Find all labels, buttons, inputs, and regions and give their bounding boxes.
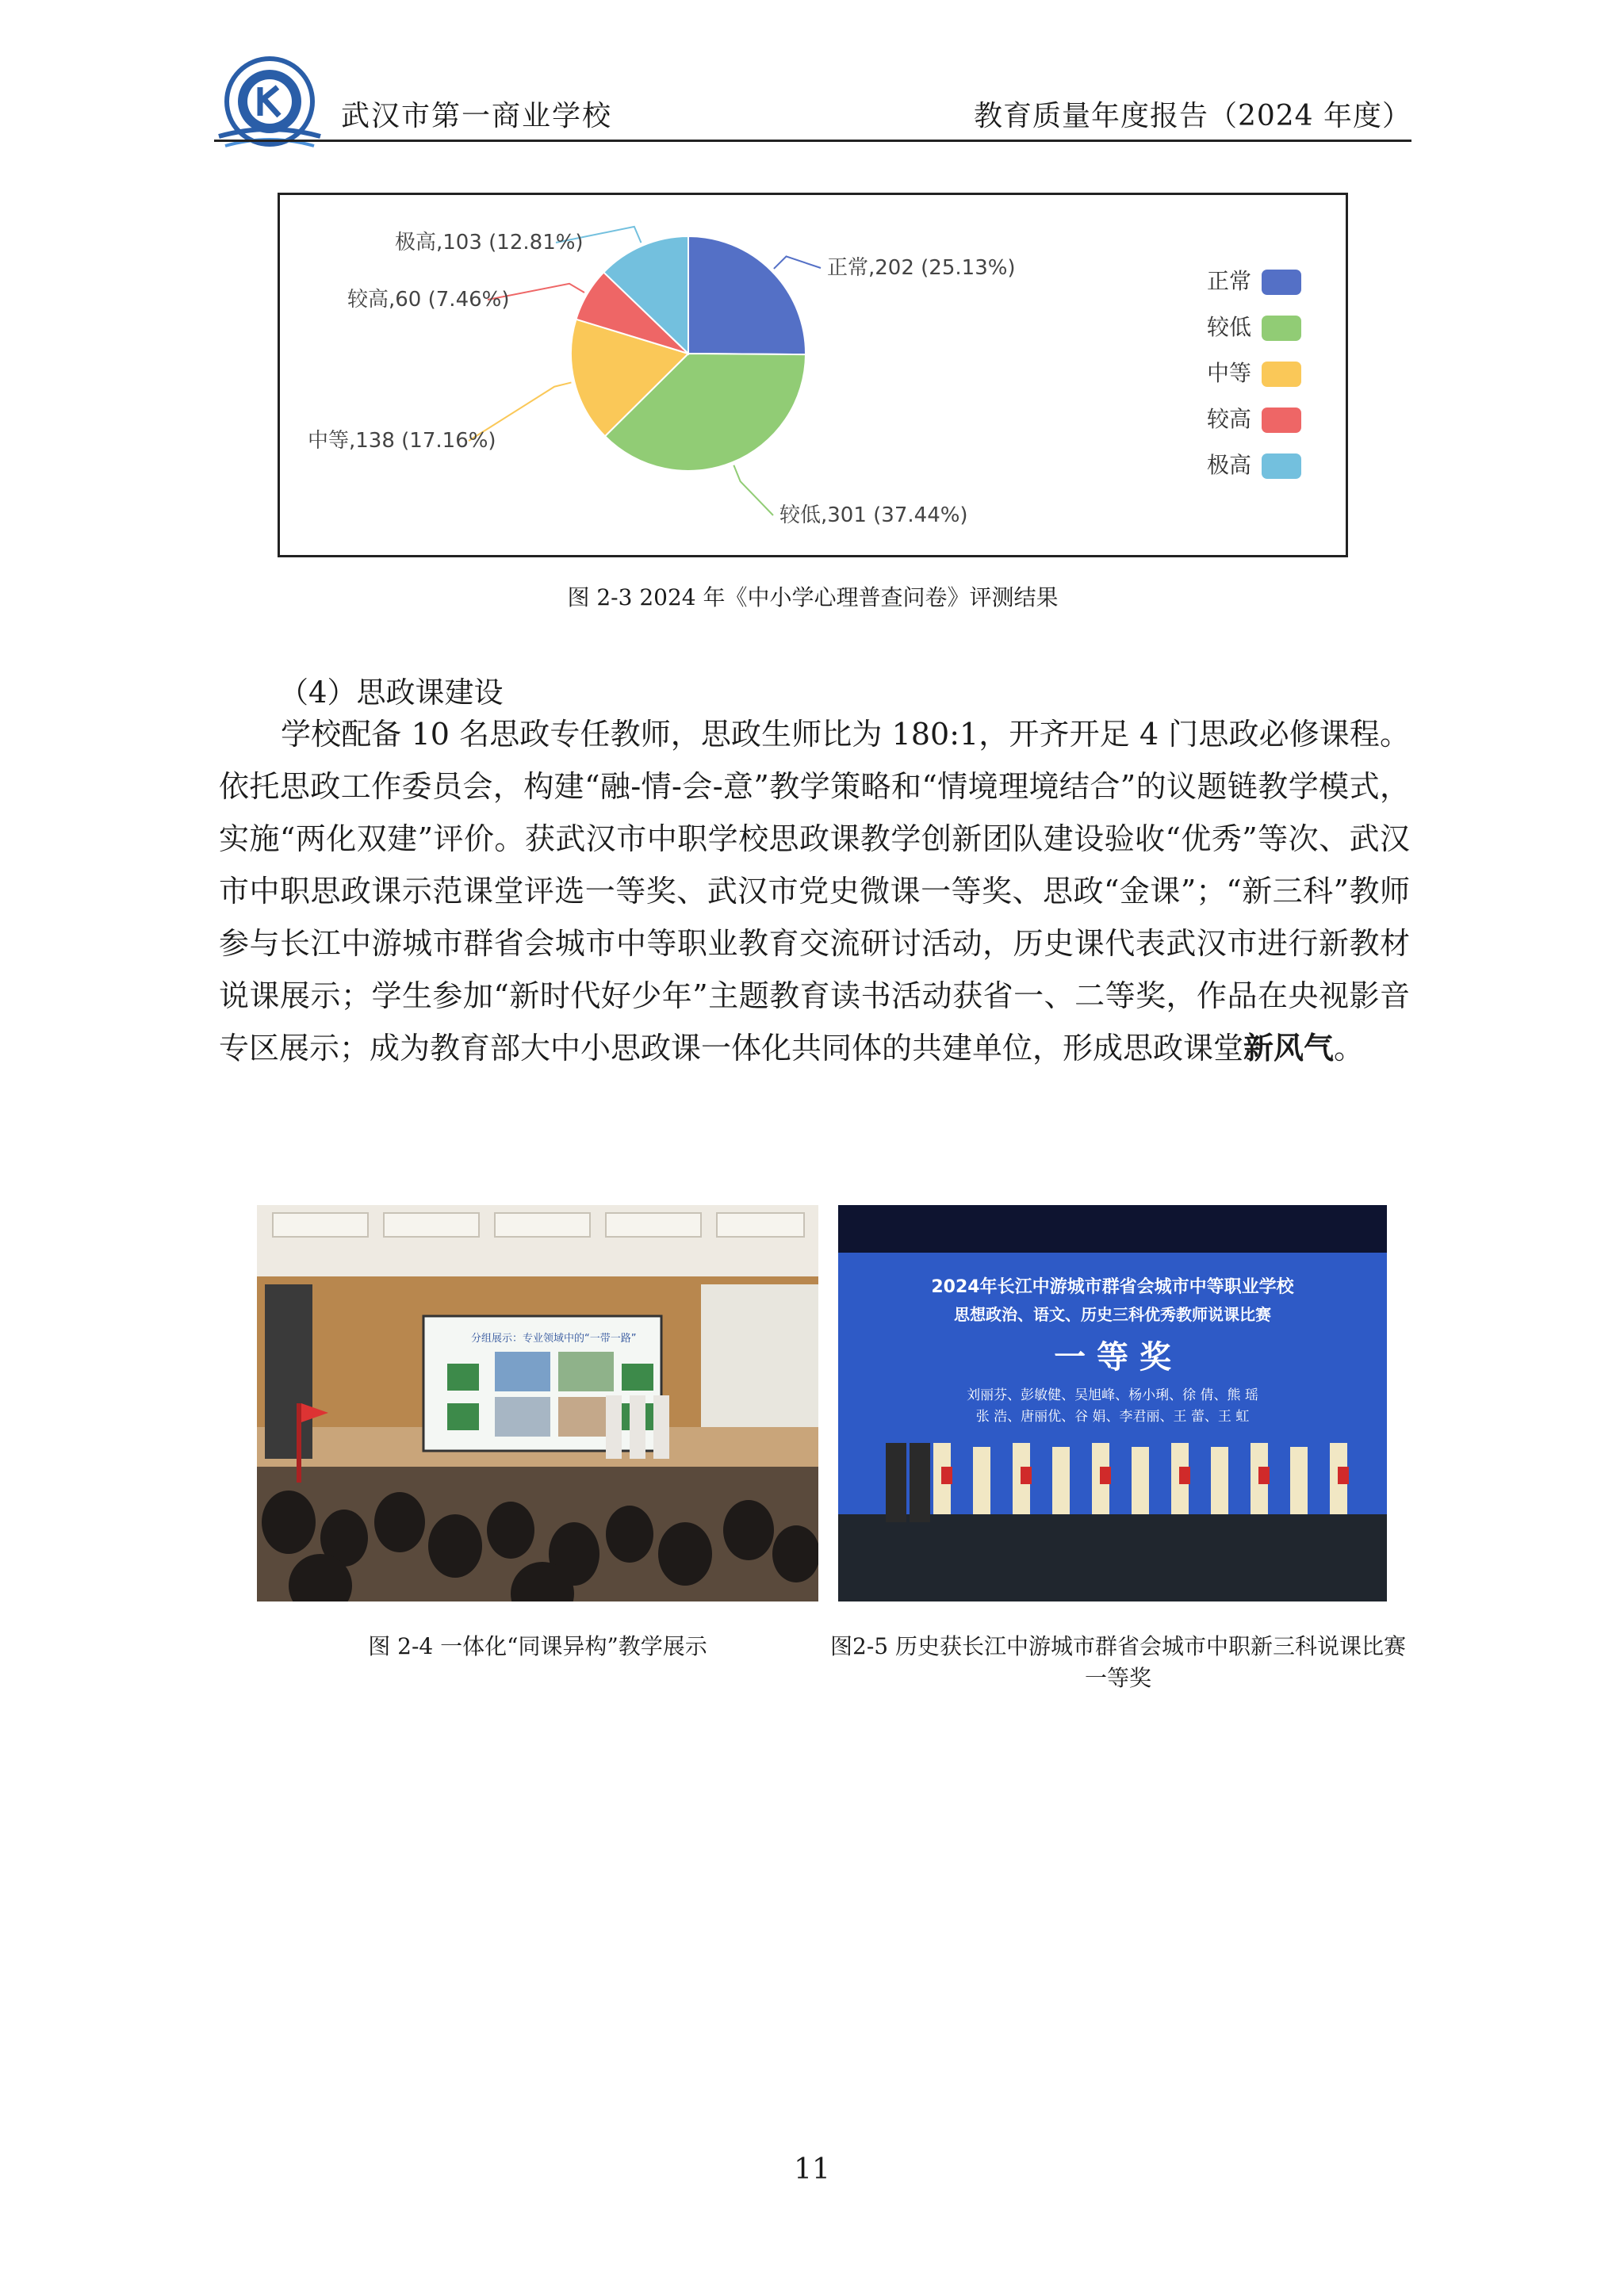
section-heading: （4）思政课建设 — [279, 675, 504, 710]
banner-line-1: 2024年长江中游城市群省会城市中等职业学校 — [931, 1277, 1294, 1297]
pie-data-label-2: 较低,301 (37.44%) — [779, 503, 968, 527]
paragraph-end-text: 。 — [1334, 1031, 1365, 1066]
legend-swatch-1 — [1262, 270, 1301, 295]
legend-swatch-3 — [1262, 362, 1301, 387]
legend-swatch-5 — [1262, 453, 1301, 479]
pie-data-label-5: 极高,103 (12.81%) — [395, 231, 584, 254]
page-number: 11 — [794, 2153, 830, 2186]
pie-leader-line-1 — [774, 256, 821, 268]
legend-label-4: 较高 — [1206, 406, 1251, 432]
pie-data-label-4: 较高,60 (7.46%) — [347, 288, 510, 312]
legend-label-5: 极高 — [1206, 452, 1251, 478]
pie-slice-1 — [688, 236, 806, 354]
photo-award-stage — [838, 1205, 1387, 1601]
pie-chart-frame — [278, 193, 1348, 557]
chart-caption: 图 2-3 2024 年《中小学心理普查问卷》评测结果 — [567, 584, 1059, 610]
winner-names-1: 刘丽芬、彭敏健、吴旭峰、杨小琍、徐 倩、熊 瑶 — [967, 1387, 1258, 1403]
legend-label-2: 较低 — [1206, 314, 1251, 340]
legend-label-1: 正常 — [1206, 268, 1251, 294]
pie-chart — [280, 195, 1346, 555]
award-title: 一 等 奖 — [1054, 1339, 1171, 1376]
report-title: 教育质量年度报告（2024 年度） — [973, 100, 1411, 132]
photo-classroom — [257, 1205, 818, 1601]
header-divider — [214, 140, 1411, 142]
section-paragraph — [219, 708, 1410, 1074]
pie-leader-line-2 — [733, 465, 773, 515]
paragraph-main-text: 学校配备 10 名思政专任教师，思政生师比为 180:1，开齐开足 4 门思政必修课程。依托思政工作委员会，构建“融-情-会-意”教学策略和“情境理境结合”的议题链教学模式，实施“两化双建”评价。获武汉市中职学校思政课教学创新团队建设验收“优秀”等次、武汉市中职思政课示范课堂评选一等奖、武汉市党史微课一等奖、思政“金课”；“新三科”教师参与长江中游城市群省会城市中等职业教育交流研讨活动，历史课代表武汉市进行新教材说课展示；学生参加“新时代好少年”主题教育读书活动获省一、二等奖，作品在央视影音专区展示；成为教育部大中小思政课一体化共同体的共建单位，形成思政课堂 — [219, 717, 1410, 1066]
banner-line-2: 思想政治、语文、历史三科优秀教师说课比赛 — [954, 1305, 1271, 1324]
pie-data-label-1: 正常,202 (25.13%) — [827, 256, 1016, 280]
school-name: 武汉市第一商业学校 — [341, 100, 613, 132]
paragraph-bold-text: 新风气 — [1243, 1030, 1335, 1066]
page-header — [214, 48, 1411, 143]
photo2-caption: 图2-5 历史获长江中游城市群省会城市中职新三科说课比赛一等奖 — [830, 1633, 1406, 1691]
photo1-caption: 图 2-4 一体化“同课异构”教学展示 — [368, 1633, 707, 1659]
legend-swatch-2 — [1262, 316, 1301, 341]
screen-title: 分组展示：专业领域中的“一带一路” — [471, 1333, 637, 1345]
legend-swatch-4 — [1262, 408, 1301, 433]
legend-label-3: 中等 — [1206, 360, 1251, 386]
winner-names-2: 张 浩、唐丽优、谷 娟、李君丽、王 蕾、王 虹 — [975, 1409, 1250, 1425]
pie-data-label-3: 中等,138 (17.16%) — [308, 429, 496, 453]
